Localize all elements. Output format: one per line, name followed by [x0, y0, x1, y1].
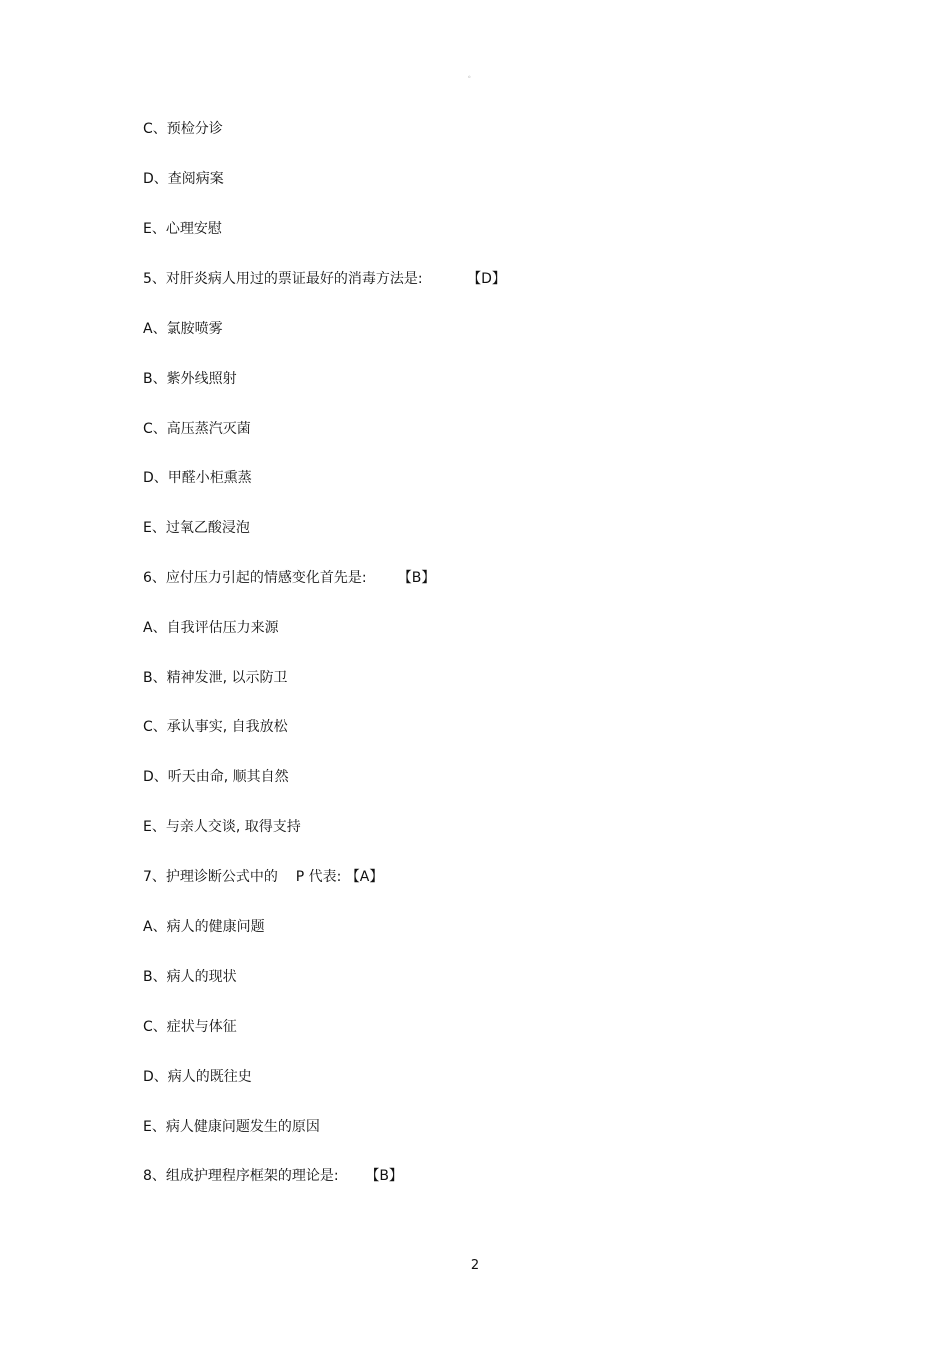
question-6: 6、应付压力引起的情感变化首先是: 【B】 [143, 570, 436, 586]
list-item: D、听天由命, 顺其自然 [143, 769, 289, 785]
list-item: D、甲醛小柜熏蒸 [143, 470, 252, 486]
list-item: A、氯胺喷雾 [143, 321, 223, 337]
list-item: C、预检分诊 [143, 121, 223, 137]
list-item: B、病人的现状 [143, 969, 237, 985]
question-5: 5、对肝炎病人用过的票证最好的消毒方法是: 【D】 [143, 271, 506, 287]
answer-key: 【A】 [345, 869, 384, 885]
question-8: 8、组成护理程序框架的理论是: 【B】 [143, 1168, 403, 1184]
list-item: D、查阅病案 [143, 171, 224, 187]
list-item: D、病人的既往史 [143, 1069, 252, 1085]
answer-key: 【B】 [397, 570, 436, 586]
list-item: E、过氧乙酸浸泡 [143, 520, 250, 536]
answer-key: 【D】 [467, 271, 506, 287]
list-item: C、高压蒸汽灭菌 [143, 421, 251, 437]
page-number: 2 [470, 1258, 480, 1273]
question-7: 7、护理诊断公式中的 P 代表: 【A】 [143, 869, 384, 885]
list-item: E、与亲人交谈, 取得支持 [143, 819, 301, 835]
answer-key: 【B】 [365, 1168, 403, 1184]
list-item: C、症状与体征 [143, 1019, 237, 1035]
list-item: E、心理安慰 [143, 221, 222, 237]
list-item: E、病人健康问题发生的原因 [143, 1119, 320, 1135]
list-item: C、承认事实, 自我放松 [143, 719, 288, 735]
list-item: A、自我评估压力来源 [143, 620, 279, 636]
list-item: B、紫外线照射 [143, 371, 237, 387]
list-item: A、病人的健康问题 [143, 919, 265, 935]
list-item: B、精神发泄, 以示防卫 [143, 670, 288, 686]
header-mark: 。 [468, 71, 475, 79]
